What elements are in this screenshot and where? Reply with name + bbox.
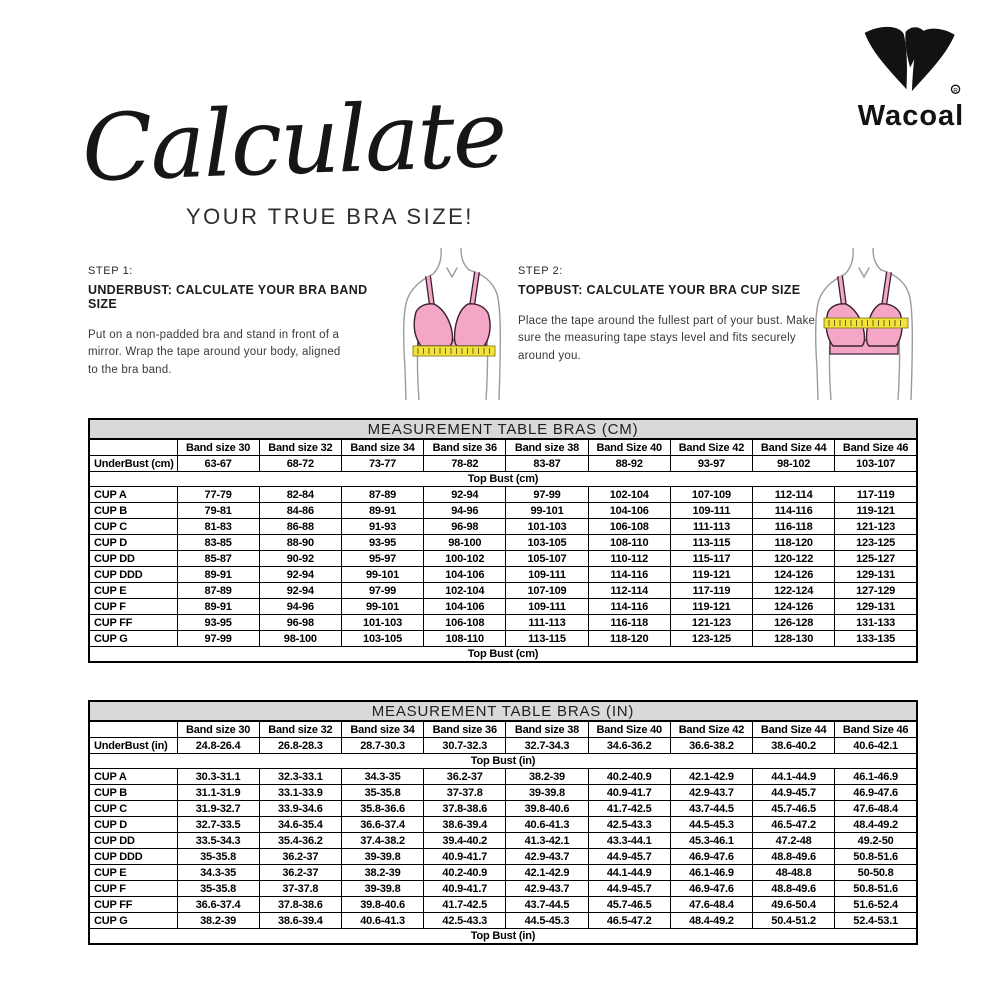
cup-range-value: 34.3-35	[177, 865, 259, 881]
cup-range-value: 41.3-42.1	[506, 833, 588, 849]
cup-range-value: 101-103	[506, 519, 588, 535]
underbust-value: 36.6-38.2	[670, 738, 752, 754]
cup-range-value: 45.3-46.1	[670, 833, 752, 849]
table-row	[89, 567, 917, 583]
cup-range-value: 111-113	[670, 519, 752, 535]
cup-range-value: 37.8-38.6	[259, 897, 341, 913]
cup-range-value: 109-111	[506, 567, 588, 583]
cup-range-value: 88-90	[259, 535, 341, 551]
cup-range-value: 38.6-39.4	[424, 817, 506, 833]
cup-range-value: 32.7-33.5	[177, 817, 259, 833]
cup-range-value: 94-96	[259, 599, 341, 615]
cup-range-value: 93-95	[177, 615, 259, 631]
cup-range-value: 40.9-41.7	[424, 881, 506, 897]
cup-range-value: 110-112	[588, 551, 670, 567]
cup-range-value: 119-121	[835, 503, 917, 519]
cup-range-value: 44.9-45.7	[588, 849, 670, 865]
cup-range-value: 102-104	[424, 583, 506, 599]
cup-range-value: 102-104	[588, 487, 670, 503]
cup-range-value: 104-106	[424, 599, 506, 615]
step-2-body: Place the tape around the fullest part of your bust. Make sure the measuring tape stays level and fits securely around you.	[518, 315, 816, 362]
underbust-value: 26.8-28.3	[259, 738, 341, 754]
cup-range-value: 50-50.8	[835, 865, 917, 881]
cup-range-value: 31.9-32.7	[177, 801, 259, 817]
cup-range-value: 87-89	[177, 583, 259, 599]
cup-range-value: 113-115	[506, 631, 588, 647]
cup-range-value: 111-113	[506, 615, 588, 631]
cup-range-value: 46.5-47.2	[588, 913, 670, 929]
step-2-heading: TOPBUST: CALCULATE YOUR BRA CUP SIZE	[518, 283, 801, 297]
table-row	[89, 503, 917, 519]
cup-range-value: 96-98	[424, 519, 506, 535]
cup-range-value: 38.6-39.4	[259, 913, 341, 929]
measurement-table	[88, 700, 918, 945]
bra-illustration	[414, 272, 490, 354]
cup-range-value: 37-37.8	[424, 785, 506, 801]
cup-range-value: 118-120	[753, 535, 835, 551]
step-1-heading: UNDERBUST: CALCULATE YOUR BRA BAND SIZE	[88, 283, 368, 311]
cup-range-value: 30.3-31.1	[177, 769, 259, 785]
cup-range-value: 99-101	[341, 567, 423, 583]
corner-cell	[89, 439, 177, 456]
cup-range-value: 92-94	[259, 583, 341, 599]
cup-range-value: 48.8-49.6	[753, 881, 835, 897]
top-bust-footer: Top Bust (cm)	[89, 647, 917, 663]
bra-band-measure-illustration	[388, 248, 520, 400]
cup-range-value: 32.3-33.1	[259, 769, 341, 785]
measurement-table-cm	[88, 418, 918, 663]
cup-range-value: 91-93	[341, 519, 423, 535]
cup-range-value: 121-123	[835, 519, 917, 535]
cup-range-value: 87-89	[341, 487, 423, 503]
cup-range-value: 38.2-39	[341, 865, 423, 881]
cup-range-value: 40.2-40.9	[424, 865, 506, 881]
underbust-value: 78-82	[424, 456, 506, 472]
cup-range-value: 126-128	[753, 615, 835, 631]
band-size-header: Band Size 40	[588, 439, 670, 456]
cup-range-value: 96-98	[259, 615, 341, 631]
underbust-value: 32.7-34.3	[506, 738, 588, 754]
underbust-value: 103-107	[835, 456, 917, 472]
cup-label: CUP D	[89, 817, 177, 833]
band-size-header: Band size 34	[341, 439, 423, 456]
table-row	[89, 631, 917, 647]
measuring-tape-icon	[824, 318, 908, 328]
band-size-header: Band Size 44	[753, 721, 835, 738]
bra-cup-measure-illustration	[800, 248, 932, 400]
cup-range-value: 38.2-39	[177, 913, 259, 929]
cup-range-value: 89-91	[177, 567, 259, 583]
cup-range-value: 92-94	[424, 487, 506, 503]
cup-range-value: 119-121	[670, 599, 752, 615]
cup-range-value: 107-109	[670, 487, 752, 503]
cup-range-value: 40.9-41.7	[424, 849, 506, 865]
cup-range-value: 34.3-35	[341, 769, 423, 785]
underbust-value: 88-92	[588, 456, 670, 472]
cup-range-value: 42.5-43.3	[588, 817, 670, 833]
cup-range-value: 97-99	[506, 487, 588, 503]
band-size-header: Band size 34	[341, 721, 423, 738]
cup-range-value: 90-92	[259, 551, 341, 567]
cup-label: CUP E	[89, 865, 177, 881]
underbust-value: 83-87	[506, 456, 588, 472]
top-bust-header: Top Bust (in)	[89, 754, 917, 769]
cup-range-value: 37.8-38.6	[424, 801, 506, 817]
cup-range-value: 35-35.8	[341, 785, 423, 801]
cup-range-value: 114-116	[588, 599, 670, 615]
cup-range-value: 44.9-45.7	[753, 785, 835, 801]
cup-range-value: 31.1-31.9	[177, 785, 259, 801]
underbust-value: 28.7-30.3	[341, 738, 423, 754]
cup-range-value: 51.6-52.4	[835, 897, 917, 913]
underbust-label: UnderBust (cm)	[89, 456, 177, 472]
band-size-header: Band Size 46	[835, 439, 917, 456]
cup-range-value: 116-118	[588, 615, 670, 631]
cup-range-value: 48-48.8	[753, 865, 835, 881]
underbust-value: 34.6-36.2	[588, 738, 670, 754]
cup-label: CUP DD	[89, 833, 177, 849]
wacoal-logo-mark-icon	[861, 24, 961, 100]
cup-range-value: 124-126	[753, 599, 835, 615]
cup-range-value: 108-110	[424, 631, 506, 647]
table-row	[89, 849, 917, 865]
cup-range-value: 44.9-45.7	[588, 881, 670, 897]
table-row	[89, 519, 917, 535]
table-title: MEASUREMENT TABLE BRAS (IN)	[89, 701, 917, 721]
cup-range-value: 37-37.8	[259, 881, 341, 897]
cup-range-value: 98-100	[424, 535, 506, 551]
cup-label: CUP G	[89, 631, 177, 647]
cup-range-value: 128-130	[753, 631, 835, 647]
cup-range-value: 46.1-46.9	[670, 865, 752, 881]
cup-range-value: 116-118	[753, 519, 835, 535]
cup-range-value: 109-111	[670, 503, 752, 519]
cup-range-value: 48.4-49.2	[835, 817, 917, 833]
cup-label: CUP F	[89, 599, 177, 615]
cup-range-value: 101-103	[341, 615, 423, 631]
table-row	[89, 833, 917, 849]
cup-range-value: 89-91	[341, 503, 423, 519]
cup-range-value: 40.6-41.3	[506, 817, 588, 833]
band-size-header: Band Size 42	[670, 721, 752, 738]
cup-range-value: 120-122	[753, 551, 835, 567]
cup-range-value: 41.7-42.5	[588, 801, 670, 817]
cup-range-value: 45.7-46.5	[753, 801, 835, 817]
cup-range-value: 40.9-41.7	[588, 785, 670, 801]
underbust-value: 68-72	[259, 456, 341, 472]
cup-range-value: 133-135	[835, 631, 917, 647]
cup-range-value: 39.8-40.6	[506, 801, 588, 817]
measurement-table	[88, 418, 918, 663]
cup-range-value: 46.5-47.2	[753, 817, 835, 833]
cup-range-value: 117-119	[835, 487, 917, 503]
cup-range-value: 48.4-49.2	[670, 913, 752, 929]
band-size-header: Band size 32	[259, 439, 341, 456]
underbust-label: UnderBust (in)	[89, 738, 177, 754]
cup-range-value: 40.2-40.9	[588, 769, 670, 785]
measuring-tape-icon	[413, 346, 495, 356]
band-size-header: Band size 36	[424, 439, 506, 456]
cup-range-value: 44.1-44.9	[753, 769, 835, 785]
underbust-value: 30.7-32.3	[424, 738, 506, 754]
cup-range-value: 103-105	[506, 535, 588, 551]
measurement-table-in	[88, 700, 918, 945]
cup-label: CUP FF	[89, 897, 177, 913]
cup-range-value: 33.9-34.6	[259, 801, 341, 817]
cup-range-value: 42.1-42.9	[506, 865, 588, 881]
cup-range-value: 46.1-46.9	[835, 769, 917, 785]
table-row	[89, 599, 917, 615]
table-row	[89, 487, 917, 503]
cup-range-value: 100-102	[424, 551, 506, 567]
cup-range-value: 42.5-43.3	[424, 913, 506, 929]
step-1-body: Put on a non-padded bra and stand in front of a mirror. Wrap the tape around your body, aligned to the bra band.	[88, 329, 341, 376]
table-row	[89, 535, 917, 551]
cup-range-value: 84-86	[259, 503, 341, 519]
table-row	[89, 913, 917, 929]
cup-range-value: 123-125	[835, 535, 917, 551]
band-size-header: Band size 36	[424, 721, 506, 738]
cup-range-value: 39-39.8	[341, 849, 423, 865]
cup-range-value: 114-116	[753, 503, 835, 519]
cup-range-value: 37.4-38.2	[341, 833, 423, 849]
cup-range-value: 47.2-48	[753, 833, 835, 849]
cup-range-value: 83-85	[177, 535, 259, 551]
bra-illustration	[826, 272, 902, 354]
cup-range-value: 39.4-40.2	[424, 833, 506, 849]
cup-range-value: 49.2-50	[835, 833, 917, 849]
step-2-block	[518, 265, 823, 365]
cup-range-value: 35.4-36.2	[259, 833, 341, 849]
table-title: MEASUREMENT TABLE BRAS (CM)	[89, 419, 917, 439]
top-bust-header: Top Bust (cm)	[89, 472, 917, 487]
cup-range-value: 40.6-41.3	[341, 913, 423, 929]
table-row	[89, 769, 917, 785]
cup-range-value: 49.6-50.4	[753, 897, 835, 913]
cup-range-value: 43.3-44.1	[588, 833, 670, 849]
cup-label: CUP A	[89, 769, 177, 785]
cup-range-value: 46.9-47.6	[835, 785, 917, 801]
cup-range-value: 92-94	[259, 567, 341, 583]
cup-range-value: 131-133	[835, 615, 917, 631]
cup-range-value: 52.4-53.1	[835, 913, 917, 929]
underbust-value: 24.8-26.4	[177, 738, 259, 754]
cup-range-value: 98-100	[259, 631, 341, 647]
cup-range-value: 39.8-40.6	[341, 897, 423, 913]
cup-range-value: 46.9-47.6	[670, 881, 752, 897]
top-bust-footer: Top Bust (in)	[89, 929, 917, 945]
band-size-header: Band size 30	[177, 721, 259, 738]
cup-label: CUP E	[89, 583, 177, 599]
band-size-header: Band Size 40	[588, 721, 670, 738]
cup-label: CUP D	[89, 535, 177, 551]
cup-label: CUP B	[89, 785, 177, 801]
cup-range-value: 109-111	[506, 599, 588, 615]
cup-range-value: 124-126	[753, 567, 835, 583]
underbust-value: 40.6-42.1	[835, 738, 917, 754]
band-size-header: Band size 38	[506, 721, 588, 738]
cup-range-value: 129-131	[835, 567, 917, 583]
wacoal-logo	[850, 24, 972, 131]
cup-range-value: 123-125	[670, 631, 752, 647]
cup-range-value: 44.5-45.3	[670, 817, 752, 833]
cup-label: CUP DDD	[89, 567, 177, 583]
table-row	[89, 551, 917, 567]
cup-range-value: 47.6-48.4	[835, 801, 917, 817]
cup-range-value: 39-39.8	[341, 881, 423, 897]
cup-range-value: 82-84	[259, 487, 341, 503]
cup-range-value: 103-105	[341, 631, 423, 647]
cup-range-value: 46.9-47.6	[670, 849, 752, 865]
cup-range-value: 43.7-44.5	[670, 801, 752, 817]
underbust-value: 38.6-40.2	[753, 738, 835, 754]
cup-range-value: 94-96	[424, 503, 506, 519]
cup-label: CUP DDD	[89, 849, 177, 865]
cup-range-value: 104-106	[424, 567, 506, 583]
band-size-header: Band size 30	[177, 439, 259, 456]
cup-range-value: 36.2-37	[259, 865, 341, 881]
band-size-header: Band size 32	[259, 721, 341, 738]
cup-range-value: 122-124	[753, 583, 835, 599]
cup-label: CUP DD	[89, 551, 177, 567]
cup-range-value: 39-39.8	[506, 785, 588, 801]
cup-range-value: 50.4-51.2	[753, 913, 835, 929]
table-row	[89, 615, 917, 631]
cup-range-value: 106-108	[588, 519, 670, 535]
cup-range-value: 106-108	[424, 615, 506, 631]
cup-range-value: 99-101	[341, 599, 423, 615]
underbust-value: 63-67	[177, 456, 259, 472]
cup-range-value: 85-87	[177, 551, 259, 567]
cup-range-value: 112-114	[588, 583, 670, 599]
cup-range-value: 35-35.8	[177, 849, 259, 865]
cup-range-value: 38.2-39	[506, 769, 588, 785]
cup-range-value: 42.9-43.7	[670, 785, 752, 801]
step-1-label: STEP 1:	[88, 265, 133, 277]
wacoal-wordmark: Wacoal	[857, 100, 965, 132]
underbust-value: 93-97	[670, 456, 752, 472]
cup-range-value: 35-35.8	[177, 881, 259, 897]
cup-range-value: 33.5-34.3	[177, 833, 259, 849]
cup-range-value: 50.8-51.6	[835, 849, 917, 865]
cup-range-value: 105-107	[506, 551, 588, 567]
cup-range-value: 86-88	[259, 519, 341, 535]
cup-range-value: 36.6-37.4	[341, 817, 423, 833]
registered-trademark-icon: R	[953, 87, 958, 95]
cup-range-value: 113-115	[670, 535, 752, 551]
cup-range-value: 121-123	[670, 615, 752, 631]
cup-range-value: 81-83	[177, 519, 259, 535]
cup-range-value: 36.2-37	[424, 769, 506, 785]
band-size-header: Band Size 46	[835, 721, 917, 738]
cup-range-value: 35.8-36.6	[341, 801, 423, 817]
cup-label: CUP C	[89, 519, 177, 535]
cup-range-value: 127-129	[835, 583, 917, 599]
band-size-header: Band Size 44	[753, 439, 835, 456]
cup-range-value: 34.6-35.4	[259, 817, 341, 833]
cup-range-value: 48.8-49.6	[753, 849, 835, 865]
cup-range-value: 118-120	[588, 631, 670, 647]
cup-range-value: 93-95	[341, 535, 423, 551]
table-row	[89, 785, 917, 801]
cup-range-value: 36.2-37	[259, 849, 341, 865]
page-subtitle: YOUR TRUE BRA SIZE!	[186, 204, 474, 229]
cup-range-value: 107-109	[506, 583, 588, 599]
cup-range-value: 77-79	[177, 487, 259, 503]
cup-range-value: 42.9-43.7	[506, 849, 588, 865]
cup-range-value: 44.5-45.3	[506, 913, 588, 929]
table-row	[89, 817, 917, 833]
underbust-value: 98-102	[753, 456, 835, 472]
cup-range-value: 79-81	[177, 503, 259, 519]
cup-range-value: 114-116	[588, 567, 670, 583]
cup-label: CUP G	[89, 913, 177, 929]
cup-label: CUP A	[89, 487, 177, 503]
cup-label: CUP FF	[89, 615, 177, 631]
cup-range-value: 42.9-43.7	[506, 881, 588, 897]
cup-range-value: 97-99	[177, 631, 259, 647]
underbust-value: 73-77	[341, 456, 423, 472]
table-row	[89, 881, 917, 897]
step-2-label: STEP 2:	[518, 265, 563, 277]
cup-label: CUP C	[89, 801, 177, 817]
table-row	[89, 897, 917, 913]
cup-range-value: 45.7-46.5	[588, 897, 670, 913]
table-row	[89, 865, 917, 881]
cup-range-value: 43.7-44.5	[506, 897, 588, 913]
band-size-header: Band size 38	[506, 439, 588, 456]
cup-range-value: 42.1-42.9	[670, 769, 752, 785]
cup-range-value: 99-101	[506, 503, 588, 519]
cup-range-value: 104-106	[588, 503, 670, 519]
cup-range-value: 41.7-42.5	[424, 897, 506, 913]
step-1-block	[88, 265, 393, 379]
cup-range-value: 117-119	[670, 583, 752, 599]
cup-label: CUP F	[89, 881, 177, 897]
cup-range-value: 95-97	[341, 551, 423, 567]
table-row	[89, 583, 917, 599]
table-row	[89, 801, 917, 817]
cup-range-value: 33.1-33.9	[259, 785, 341, 801]
cup-range-value: 44.1-44.9	[588, 865, 670, 881]
cup-range-value: 89-91	[177, 599, 259, 615]
cup-label: CUP B	[89, 503, 177, 519]
corner-cell	[89, 721, 177, 738]
cup-range-value: 129-131	[835, 599, 917, 615]
cup-range-value: 47.6-48.4	[670, 897, 752, 913]
cup-range-value: 50.8-51.6	[835, 881, 917, 897]
band-size-header: Band Size 42	[670, 439, 752, 456]
cup-range-value: 97-99	[341, 583, 423, 599]
cup-range-value: 36.6-37.4	[177, 897, 259, 913]
page-title-script: Calculate	[80, 80, 507, 203]
cup-range-value: 125-127	[835, 551, 917, 567]
cup-range-value: 108-110	[588, 535, 670, 551]
cup-range-value: 115-117	[670, 551, 752, 567]
cup-range-value: 119-121	[670, 567, 752, 583]
cup-range-value: 112-114	[753, 487, 835, 503]
